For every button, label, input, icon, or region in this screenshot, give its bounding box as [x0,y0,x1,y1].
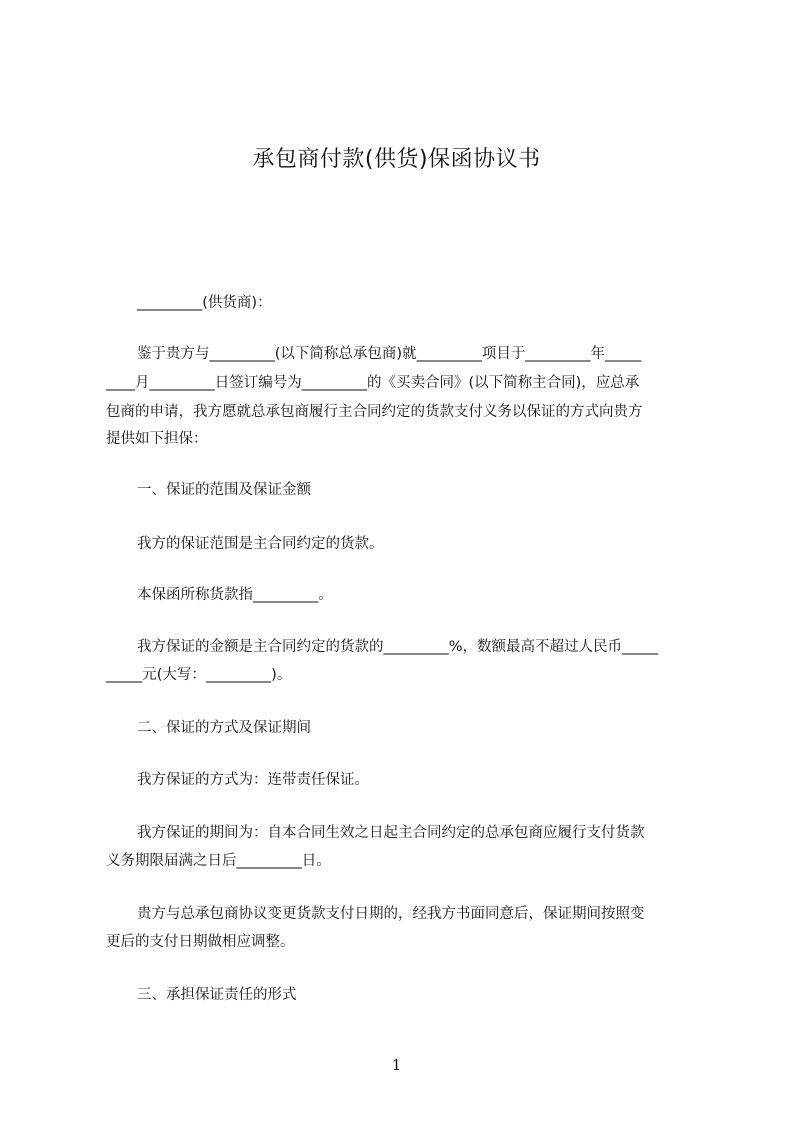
paragraph-line: 我方保证的方式为：连带责任保证。 [137,772,369,788]
paragraph-line: _____元(大写：_________)。 [106,667,292,683]
paragraph-line: 鉴于贵方与_________(以下简称总承包商)就_________项目于_________年_____ [137,346,642,362]
document-title: 承包商付款(供货)保函协议书 [252,147,541,172]
paragraph-line: 包商的申请，我方愿就总承包商履行主合同约定的货款支付义务以保证的方式向贵方 [106,404,643,420]
page-number: 1 [391,1056,402,1074]
paragraph-line: ____月_________日签订编号为_________的《买卖合同》(以下简称主合同)，应总承 [106,375,640,391]
paragraph-line: 本保函所称货款指_________。 [137,587,333,603]
section-heading-2: 二、保证的方式及保证期间 [137,720,311,736]
paragraph-line: 我方保证的金额是主合同约定的货款的_________%，数额最高不超过人民币_____ [137,639,659,655]
section-heading-1: 一、保证的范围及保证金额 [137,482,311,498]
paragraph-line: 贵方与总承包商协议变更货款支付日期的，经我方书面同意后，保证期间按照变 [137,906,645,922]
addressee-line: _________(供货商)： [137,295,272,311]
paragraph-line: 更后的支付日期做相应调整。 [106,934,295,950]
paragraph-line: 义务期限届满之日后_________日。 [106,853,331,869]
paragraph-line: 提供如下担保： [106,431,208,447]
section-heading-3: 三、承担保证责任的形式 [137,987,297,1003]
paragraph-line: 我方的保证范围是主合同约定的货款。 [137,536,384,552]
paragraph-line: 我方保证的期间为：自本合同生效之日起主合同约定的总承包商应履行支付货款 [137,825,645,841]
